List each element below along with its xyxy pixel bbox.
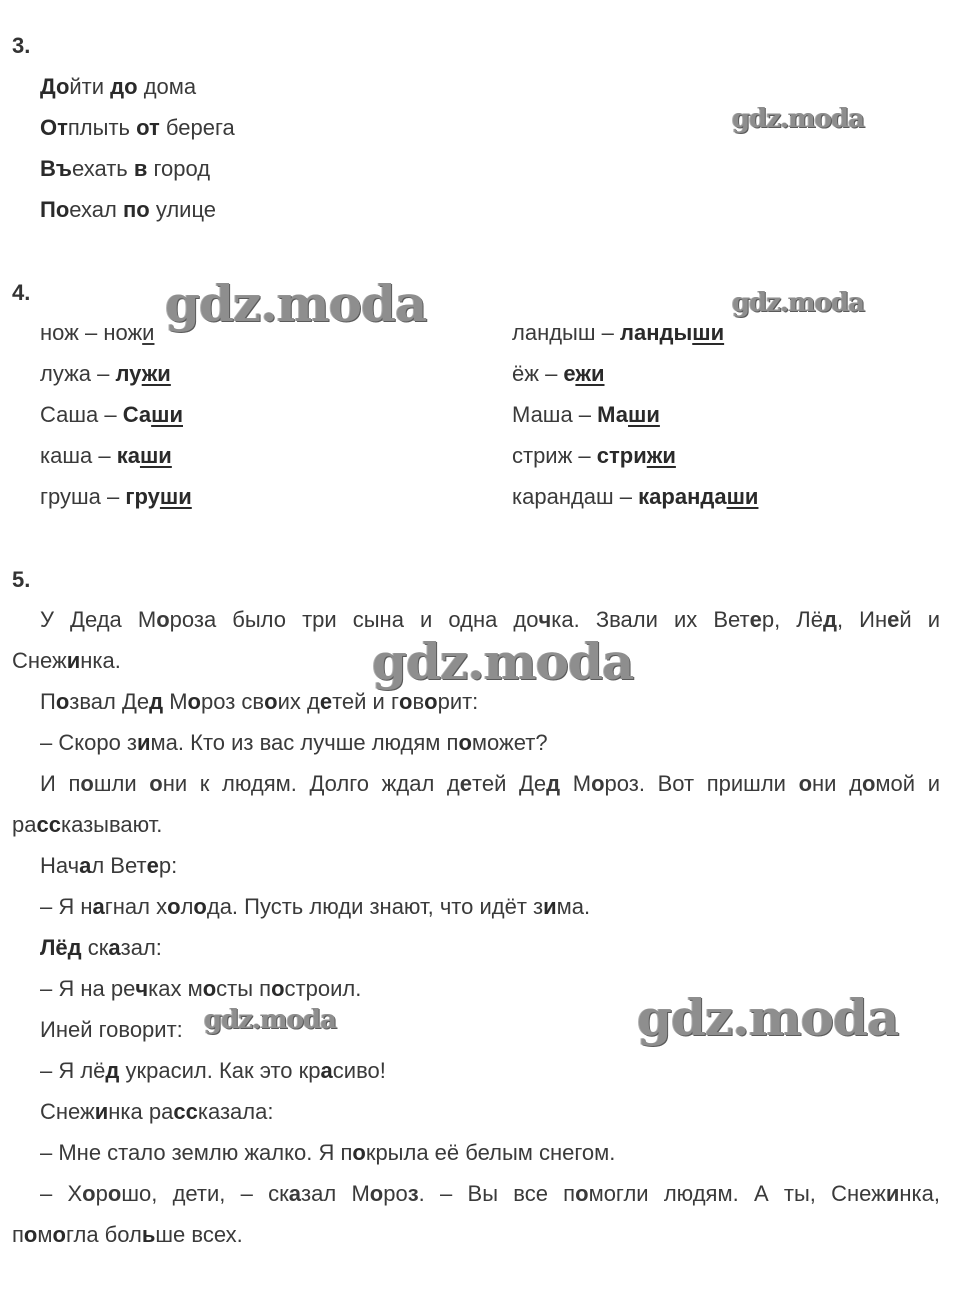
text-run: ландыш – xyxy=(512,320,620,345)
text-run: нож – нож xyxy=(40,320,143,345)
text-run: ши xyxy=(159,484,192,509)
text-run: лу xyxy=(115,361,142,386)
text-run: крыла её белым снегом. xyxy=(365,1140,616,1165)
text-run: ши xyxy=(726,484,759,509)
text-run: о xyxy=(264,689,278,714)
text-run: рит: xyxy=(437,689,479,714)
text-run: – Скоро з xyxy=(40,730,138,755)
text-run: ма. xyxy=(556,894,591,919)
text-run: ши xyxy=(139,443,172,468)
text-run: о xyxy=(80,771,94,796)
paragraph-line xyxy=(12,771,940,797)
text-run: строил. xyxy=(284,976,362,1001)
text-run: могли людям. А ты, Снеж xyxy=(588,1181,886,1206)
text-run: ни д xyxy=(812,771,862,796)
text-run: ра xyxy=(12,812,37,837)
text-run: ланды xyxy=(619,320,693,345)
text-line xyxy=(512,484,758,510)
text-run: о xyxy=(591,771,605,796)
text-line xyxy=(40,361,171,387)
text-line xyxy=(512,402,660,428)
text-run: стри xyxy=(596,443,647,468)
text-run: – Я на ре xyxy=(40,976,136,1001)
text-run: о xyxy=(55,689,70,714)
text-line xyxy=(40,443,172,469)
paragraph-line xyxy=(40,1017,183,1043)
text-run: ни к людям. Долго ждал д xyxy=(162,771,460,796)
paragraph-line xyxy=(40,730,548,756)
text-run: груша – xyxy=(40,484,126,509)
watermark-logo: gdz.moda xyxy=(732,104,865,134)
text-run: а xyxy=(92,894,105,919)
text-run: о xyxy=(798,771,813,796)
text-run: может? xyxy=(471,730,548,755)
text-run: и xyxy=(137,730,151,755)
text-run: стриж – xyxy=(512,443,597,468)
text-run: сты п xyxy=(216,976,272,1001)
text-run: жи xyxy=(141,361,171,386)
text-run: Са xyxy=(122,402,152,427)
text-run: каша – xyxy=(40,443,117,468)
text-run: тей и г xyxy=(332,689,399,714)
text-run: лужа – xyxy=(40,361,116,386)
text-run: о xyxy=(82,1181,96,1206)
watermark-logo: gdz.moda xyxy=(204,1005,337,1035)
text-run: о xyxy=(193,894,207,919)
text-run: о xyxy=(23,1222,38,1247)
text-run: сс xyxy=(173,1099,198,1124)
text-run: жи xyxy=(575,361,605,386)
paragraph-line xyxy=(40,894,590,920)
text-run: улице xyxy=(149,197,217,222)
text-line xyxy=(40,156,210,182)
paragraph-line xyxy=(40,1058,386,1084)
text-run: ехал xyxy=(69,197,123,222)
text-run: а xyxy=(288,1181,302,1206)
text-run: сиво! xyxy=(332,1058,386,1083)
paragraph-line xyxy=(40,976,361,1002)
text-run: е xyxy=(887,607,900,632)
exercise-3-number: 3. xyxy=(12,33,31,58)
text-run: У Деда М xyxy=(40,607,157,632)
text-line xyxy=(40,484,192,510)
text-run: о xyxy=(271,976,285,1001)
text-run: гру xyxy=(125,484,160,509)
text-run: , Ин xyxy=(836,607,888,632)
text-run: ше всех. xyxy=(155,1222,243,1247)
text-run: и xyxy=(142,320,155,345)
text-line xyxy=(512,361,605,387)
text-run: Снеж xyxy=(40,1099,95,1124)
text-run: йти xyxy=(69,74,111,99)
text-run: Въ xyxy=(40,156,72,181)
text-run: о xyxy=(156,607,170,632)
paragraph-line xyxy=(40,689,478,715)
text-run: Лёд xyxy=(40,935,82,960)
text-run: е xyxy=(563,361,576,386)
text-run: о xyxy=(52,1222,66,1247)
text-run: зал М xyxy=(301,1181,370,1206)
text-run: о xyxy=(424,689,438,714)
text-run: Иней говорит: xyxy=(40,1017,183,1042)
text-run: ехать xyxy=(71,156,134,181)
text-run: ро xyxy=(383,1181,408,1206)
text-run: о xyxy=(575,1181,589,1206)
text-run: М xyxy=(560,771,592,796)
text-run: й и xyxy=(899,607,941,632)
text-run: о xyxy=(167,894,181,919)
text-run: о xyxy=(352,1140,366,1165)
paragraph-line xyxy=(40,853,177,879)
text-run: и xyxy=(543,894,557,919)
text-run: нка. xyxy=(80,648,121,673)
text-line xyxy=(40,320,154,346)
text-run: город xyxy=(147,156,211,181)
text-run: берега xyxy=(159,115,235,140)
text-run: л Вет xyxy=(91,853,147,878)
text-run: а xyxy=(320,1058,333,1083)
text-run: л xyxy=(180,894,194,919)
text-run: от xyxy=(136,115,160,140)
text-run: о xyxy=(107,1181,122,1206)
text-run: дома xyxy=(137,74,197,99)
text-run: каранда xyxy=(638,484,727,509)
text-run: по xyxy=(122,197,150,222)
text-run: о xyxy=(369,1181,384,1206)
text-run: р, Лё xyxy=(761,607,823,632)
text-run: звал Де xyxy=(69,689,150,714)
text-run: и xyxy=(66,648,81,673)
text-run: казывают. xyxy=(60,812,163,837)
text-run: з xyxy=(407,1181,419,1206)
text-run: Снеж xyxy=(12,648,67,673)
text-run: о xyxy=(149,771,163,796)
watermark-logo: gdz.moda xyxy=(732,288,865,318)
text-run: ь xyxy=(141,1222,156,1247)
text-run: д xyxy=(105,1058,120,1083)
paragraph-line xyxy=(12,607,940,633)
exercise-4-number: 4. xyxy=(12,280,31,305)
text-run: До xyxy=(40,74,70,99)
text-run: ч xyxy=(135,976,149,1001)
text-run: а xyxy=(108,935,121,960)
paragraph-line xyxy=(12,648,121,674)
text-run: украсил. Как это кр xyxy=(119,1058,321,1083)
text-run: ши xyxy=(628,402,660,427)
text-line xyxy=(40,115,235,141)
text-run: р xyxy=(95,1181,108,1206)
text-run: ёж – xyxy=(512,361,564,386)
text-run: е xyxy=(146,853,159,878)
text-run: а xyxy=(79,853,92,878)
text-run: роз. Вот пришли xyxy=(604,771,799,796)
text-run: ск xyxy=(81,935,109,960)
text-run: ч xyxy=(538,607,552,632)
text-run: р: xyxy=(158,853,178,878)
text-run: е xyxy=(459,771,473,796)
text-run: роз св xyxy=(201,689,265,714)
text-run: ка. Звали их Вет xyxy=(551,607,750,632)
text-run: карандаш – xyxy=(512,484,639,509)
text-run: да. Пусть люди знают, что идёт з xyxy=(206,894,544,919)
text-run: По xyxy=(40,197,70,222)
text-run: – Х xyxy=(40,1181,83,1206)
text-run: в xyxy=(133,156,148,181)
text-run: ши xyxy=(151,402,183,427)
watermark-logo: gdz.moda xyxy=(637,988,899,1047)
text-run: п xyxy=(12,1222,24,1247)
text-run: нка, xyxy=(899,1181,941,1206)
text-run: мой и xyxy=(875,771,940,796)
text-line xyxy=(512,320,724,346)
text-run: о xyxy=(458,730,472,755)
text-run: – Я н xyxy=(40,894,93,919)
text-run: казала: xyxy=(197,1099,274,1124)
paragraph-line xyxy=(12,1181,940,1207)
text-run: о xyxy=(861,771,876,796)
text-run: плыть xyxy=(67,115,137,140)
text-run: гнал х xyxy=(104,894,168,919)
text-run: ках м xyxy=(148,976,203,1001)
text-run: сс xyxy=(36,812,61,837)
text-run: Ма xyxy=(597,402,628,427)
text-run: гла бол xyxy=(65,1222,142,1247)
text-run: Маша – xyxy=(512,402,598,427)
text-run: Нач xyxy=(40,853,80,878)
text-run: М xyxy=(163,689,188,714)
text-line xyxy=(40,74,196,100)
text-run: е xyxy=(749,607,762,632)
text-run: д xyxy=(546,771,561,796)
paragraph-line xyxy=(12,812,162,838)
text-run: е xyxy=(319,689,333,714)
text-run: ка xyxy=(116,443,140,468)
text-run: о xyxy=(202,976,217,1001)
text-run: и xyxy=(94,1099,109,1124)
text-line xyxy=(40,197,216,223)
text-run: до xyxy=(110,74,138,99)
text-run: Саша – xyxy=(40,402,123,427)
text-run: . – Вы все п xyxy=(418,1181,576,1206)
text-line xyxy=(512,443,676,469)
text-run: ши xyxy=(692,320,725,345)
paragraph-line xyxy=(12,1222,243,1248)
text-run: шо, дети, – ск xyxy=(121,1181,289,1206)
exercise-5-number: 5. xyxy=(12,567,31,592)
paragraph-line xyxy=(40,1140,615,1166)
paragraph-line xyxy=(40,1099,273,1125)
text-run: И п xyxy=(40,771,81,796)
text-run: о xyxy=(398,689,413,714)
text-run: м xyxy=(37,1222,53,1247)
text-run: их д xyxy=(277,689,320,714)
text-run: – Мне стало землю жалко. Я п xyxy=(40,1140,353,1165)
text-run: о xyxy=(187,689,201,714)
text-run: ма. Кто из вас лучше людям п xyxy=(150,730,459,755)
text-run: д xyxy=(822,607,837,632)
paragraph-line xyxy=(40,935,162,961)
text-run: – Я лё xyxy=(40,1058,106,1083)
watermark-logo: gdz.moda xyxy=(372,632,634,691)
watermark-logo: gdz.moda xyxy=(165,274,427,333)
text-run: д xyxy=(149,689,164,714)
text-run: зал: xyxy=(120,935,162,960)
text-run: и xyxy=(885,1181,900,1206)
text-run: П xyxy=(40,689,56,714)
text-run: в xyxy=(412,689,425,714)
text-run: нка ра xyxy=(108,1099,174,1124)
text-run: От xyxy=(40,115,68,140)
text-run: роза было три сына и одна до xyxy=(169,607,539,632)
text-run: жи xyxy=(646,443,676,468)
text-run: шли xyxy=(93,771,150,796)
text-run: тей Де xyxy=(472,771,547,796)
text-line xyxy=(40,402,183,428)
